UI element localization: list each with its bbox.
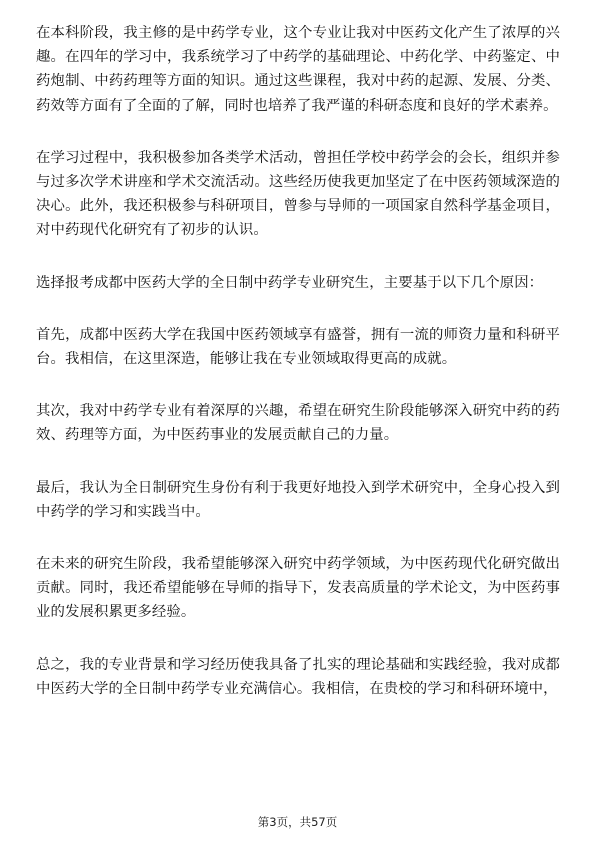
page-number-footer: 第3页，共57页 xyxy=(257,815,338,829)
paragraph-academic-activities: 在学习过程中，我积极参加各类学术活动，曾担任学校中药学会的会长，组织并参与过多次学术讲座和学术交流活动。这些经历使我更加坚定了在中医药领域深造的决心。此外，我还积极参与科研项目，曾参与导师的一项国家自然科学基金项目，对中药现代化研究有了初步的认识。 xyxy=(36,149,560,239)
paragraph-reasons-intro: 选择报考成都中医药大学的全日制中药学专业研究生，主要基于以下几个原因： xyxy=(36,274,544,291)
document-body xyxy=(36,21,560,701)
paragraph-reason-first: 首先，成都中医药大学在我国中医药领域享有盛誉，拥有一流的师资力量和科研平台。我相信，在这里深造，能够让我在专业领域取得更高的成就。 xyxy=(36,326,560,368)
paragraph-undergraduate-major: 在本科阶段，我主修的是中药学专业，这个专业让我对中医药文化产生了浓厚的兴趣。在四年的学习中，我系统学习了中药学的基础理论、中药化学、中药鉴定、中药炮制、中药药理等方面的知识。通过这些课程，我对中药的起源、发展、分类、药效等方面有了全面的了解，同时也培养了我严谨的科研态度和良好的学术素养。 xyxy=(36,25,560,114)
paragraph-future-plans: 在未来的研究生阶段，我希望能够深入研究中药学领域，为中医药现代化研究做出贡献。同时，我还希望能够在导师的指导下，发表高质量的学术论文，为中医药事业的发展积累更多经验。 xyxy=(36,556,560,621)
paragraph-reason-second: 其次，我对中药学专业有着深厚的兴趣，希望在研究生阶段能够深入研究中药的药效、药理等方面，为中医药事业的发展贡献自己的力量。 xyxy=(36,403,560,444)
paragraph-conclusion: 总之，我的专业背景和学习经历使我具备了扎实的理论基础和实践经验，我对成都中医药大学的全日制中药学专业充满信心。我相信，在贵校的学习和科研环境中， xyxy=(36,656,560,697)
paragraph-reason-last: 最后，我认为全日制研究生身份有利于我更好地投入到学术研究中，全身心投入到中药学的学习和实践当中。 xyxy=(36,479,560,520)
